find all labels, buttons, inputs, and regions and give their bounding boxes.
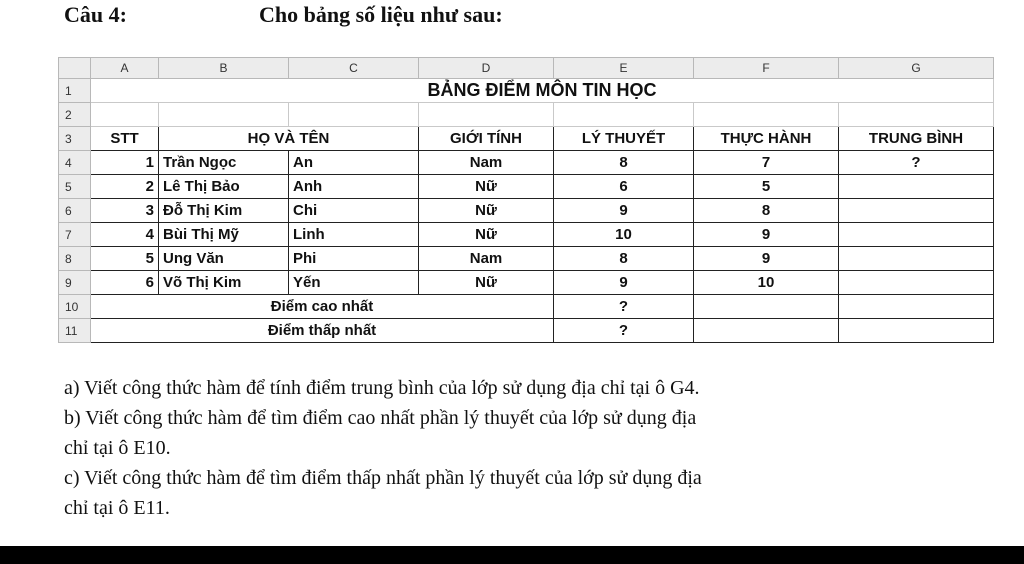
ly-thuyet-cell[interactable]: 6 [554, 175, 694, 199]
trung-binh-cell[interactable] [839, 199, 994, 223]
corner-cell[interactable] [59, 58, 91, 79]
row-header[interactable]: 2 [59, 103, 91, 127]
gioi-tinh-cell[interactable]: Nữ [419, 175, 554, 199]
ly-thuyet-cell[interactable]: 8 [554, 247, 694, 271]
table-row [59, 247, 994, 271]
column-header-b[interactable]: B [159, 58, 289, 79]
header-stt[interactable]: STT [91, 127, 159, 151]
question-b-line-2: chỉ tại ô E10. [64, 437, 171, 459]
table-row [59, 271, 994, 295]
ho-cell[interactable]: Trần Ngọc [159, 151, 289, 175]
thuc-hanh-cell[interactable]: 5 [694, 175, 839, 199]
ho-cell[interactable]: Đỗ Thị Kim [159, 199, 289, 223]
row-header[interactable]: 11 [59, 319, 91, 343]
stt-cell[interactable]: 2 [91, 175, 159, 199]
min-label[interactable]: Điểm thấp nhất [91, 319, 554, 343]
table-row [59, 199, 994, 223]
thuc-hanh-cell[interactable]: 8 [694, 199, 839, 223]
gioi-tinh-cell[interactable]: Nam [419, 247, 554, 271]
table-row [59, 223, 994, 247]
stt-cell[interactable]: 4 [91, 223, 159, 247]
ho-cell[interactable]: Bùi Thị Mỹ [159, 223, 289, 247]
question-text: Cho bảng số liệu như sau: [259, 2, 503, 27]
ho-cell[interactable]: Võ Thị Kim [159, 271, 289, 295]
gioi-tinh-cell[interactable]: Nữ [419, 223, 554, 247]
stt-cell[interactable]: 1 [91, 151, 159, 175]
ten-cell[interactable]: Yến [289, 271, 419, 295]
trung-binh-cell[interactable] [839, 223, 994, 247]
question-b-line-1: b) Viết công thức hàm để tìm điểm cao nhất phần lý thuyết của lớp sử dụng địa [64, 407, 697, 429]
stt-cell[interactable]: 6 [91, 271, 159, 295]
table-row [59, 295, 994, 319]
column-header-d[interactable]: D [419, 58, 554, 79]
cell[interactable] [694, 319, 839, 343]
header-thuc-hanh[interactable]: THỰC HÀNH [694, 127, 839, 151]
column-header-f[interactable]: F [694, 58, 839, 79]
cell[interactable] [694, 295, 839, 319]
thuc-hanh-cell[interactable]: 7 [694, 151, 839, 175]
column-header-e[interactable]: E [554, 58, 694, 79]
table-row [59, 79, 994, 103]
table-title[interactable]: BẢNG ĐIỂM MÔN TIN HỌC [91, 79, 994, 103]
header-row [59, 127, 994, 151]
ten-cell[interactable]: An [289, 151, 419, 175]
ly-thuyet-cell[interactable]: 8 [554, 151, 694, 175]
thuc-hanh-cell[interactable]: 9 [694, 223, 839, 247]
row-header[interactable]: 8 [59, 247, 91, 271]
question-c-line-1: c) Viết công thức hàm để tìm điểm thấp nhất phần lý thuyết của lớp sử dụng địa [64, 467, 702, 489]
cell[interactable] [839, 319, 994, 343]
min-value-cell[interactable]: ? [554, 319, 694, 343]
column-header-row [59, 58, 994, 79]
gioi-tinh-cell[interactable]: Nữ [419, 199, 554, 223]
ten-cell[interactable]: Chi [289, 199, 419, 223]
header-ho-va-ten[interactable]: HỌ VÀ TÊN [159, 127, 419, 151]
row-header[interactable]: 1 [59, 79, 91, 103]
trung-binh-cell[interactable] [839, 175, 994, 199]
row-header[interactable]: 6 [59, 199, 91, 223]
gioi-tinh-cell[interactable]: Nam [419, 151, 554, 175]
row-header[interactable]: 9 [59, 271, 91, 295]
ly-thuyet-cell[interactable]: 9 [554, 199, 694, 223]
cell[interactable] [159, 103, 289, 127]
row-header[interactable]: 5 [59, 175, 91, 199]
cell[interactable] [554, 103, 694, 127]
question-list [64, 373, 1004, 523]
cell[interactable] [289, 103, 419, 127]
max-value-cell[interactable]: ? [554, 295, 694, 319]
trung-binh-cell[interactable] [839, 247, 994, 271]
max-label[interactable]: Điểm cao nhất [91, 295, 554, 319]
table-row [59, 175, 994, 199]
spreadsheet-table [58, 57, 994, 343]
ho-cell[interactable]: Lê Thị Bảo [159, 175, 289, 199]
thuc-hanh-cell[interactable]: 10 [694, 271, 839, 295]
cell[interactable] [694, 103, 839, 127]
table-row [59, 103, 994, 127]
stt-cell[interactable]: 5 [91, 247, 159, 271]
question-a: a) Viết công thức hàm để tính điểm trung bình của lớp sử dụng địa chỉ tại ô G4. [64, 377, 700, 399]
row-header[interactable]: 10 [59, 295, 91, 319]
row-header[interactable]: 4 [59, 151, 91, 175]
column-header-a[interactable]: A [91, 58, 159, 79]
table-row [59, 319, 994, 343]
header-trung-binh[interactable]: TRUNG BÌNH [839, 127, 994, 151]
question-number: Câu 4: [64, 2, 127, 27]
ho-cell[interactable]: Ung Văn [159, 247, 289, 271]
row-header[interactable]: 3 [59, 127, 91, 151]
trung-binh-cell[interactable]: ? [839, 151, 994, 175]
cell[interactable] [839, 295, 994, 319]
ly-thuyet-cell[interactable]: 9 [554, 271, 694, 295]
ten-cell[interactable]: Linh [289, 223, 419, 247]
gioi-tinh-cell[interactable]: Nữ [419, 271, 554, 295]
thuc-hanh-cell[interactable]: 9 [694, 247, 839, 271]
table-row [59, 151, 994, 175]
question-c-line-2: chỉ tại ô E11. [64, 497, 170, 519]
cell[interactable] [91, 103, 159, 127]
ly-thuyet-cell[interactable]: 10 [554, 223, 694, 247]
cell[interactable] [839, 103, 994, 127]
header-ly-thuyet[interactable]: LÝ THUYẾT [554, 127, 694, 151]
ten-cell[interactable]: Anh [289, 175, 419, 199]
header-gioi-tinh[interactable]: GIỚI TÍNH [419, 127, 554, 151]
column-header-c[interactable]: C [289, 58, 419, 79]
cell[interactable] [419, 103, 554, 127]
row-header[interactable]: 7 [59, 223, 91, 247]
bottom-bar [0, 546, 1024, 564]
ten-cell[interactable]: Phi [289, 247, 419, 271]
column-header-g[interactable]: G [839, 58, 994, 79]
stt-cell[interactable]: 3 [91, 199, 159, 223]
trung-binh-cell[interactable] [839, 271, 994, 295]
